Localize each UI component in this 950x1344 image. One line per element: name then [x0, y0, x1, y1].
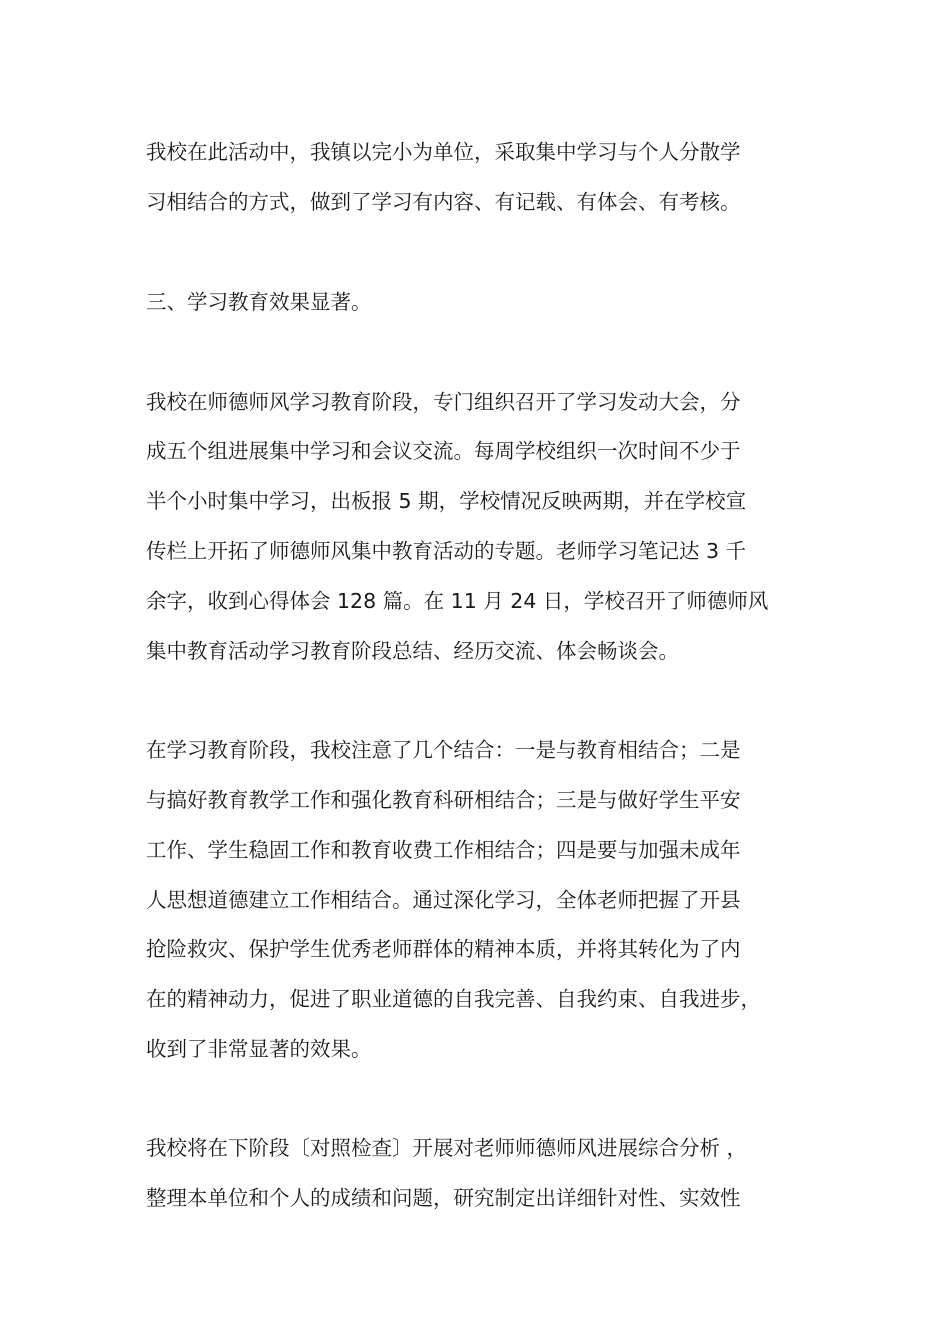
paragraph-4-line-1: 在学习教育阶段，我校注意了几个结合：一是与教育相结合；二是	[146, 738, 741, 762]
paragraph-3-line-2: 成五个组进展集中学习和会议交流。每周学校组织一次时间不少于	[146, 439, 741, 463]
paragraph-4-line-4: 人思想道德建立工作相结合。通过深化学习，全体老师把握了开县	[146, 888, 741, 912]
paragraph-5-line-1: 我校将在下阶段〔对照检查〕开展对老师师德师风进展综合分析 ，	[146, 1136, 748, 1160]
paragraph-4-line-2: 与搞好教育教学工作和强化教育科研相结合；三是与做好学生平安	[146, 788, 741, 812]
paragraph-3-line-4: 传栏上开拓了师德师风集中教育活动的专题。老师学习笔记达 3 千	[146, 539, 747, 563]
paragraph-4-line-6: 在的精神动力，促进了职业道德的自我完善、自我约束、自我进步，	[146, 987, 761, 1011]
paragraph-3-line-6: 集中教育活动学习教育阶段总结、经历交流、体会畅谈会。	[146, 639, 679, 663]
paragraph-3-line-5: 余字，收到心得体会 128 篇。在 11 月 24 日，学校召开了师德师风	[146, 589, 769, 613]
paragraph-5-line-2: 整理本单位和个人的成绩和问题，研究制定出详细针对性、实效性	[146, 1186, 741, 1210]
paragraph-4-line-5: 抢险救灾、保护学生优秀老师群体的精神本质，并将其转化为了内	[146, 937, 741, 961]
paragraph-4-line-7: 收到了非常显著的效果。	[146, 1037, 372, 1061]
paragraph-1-line-1: 我校在此活动中，我镇以完小为单位，采取集中学习与个人分散学	[146, 140, 741, 164]
paragraph-3-line-3: 半个小时集中学习，出板报 5 期，学校情况反映两期，并在学校宣	[146, 489, 747, 513]
paragraph-1-line-2: 习相结合的方式，做到了学习有内容、有记载、有体会、有考核。	[146, 190, 741, 214]
section-heading-3: 三、学习教育效果显著。	[146, 290, 372, 314]
paragraph-4-line-3: 工作、学生稳固工作和教育收费工作相结合；四是要与加强未成年	[146, 838, 741, 862]
paragraph-3-line-1: 我校在师德师风学习教育阶段，专门组织召开了学习发动大会，分	[146, 390, 741, 414]
